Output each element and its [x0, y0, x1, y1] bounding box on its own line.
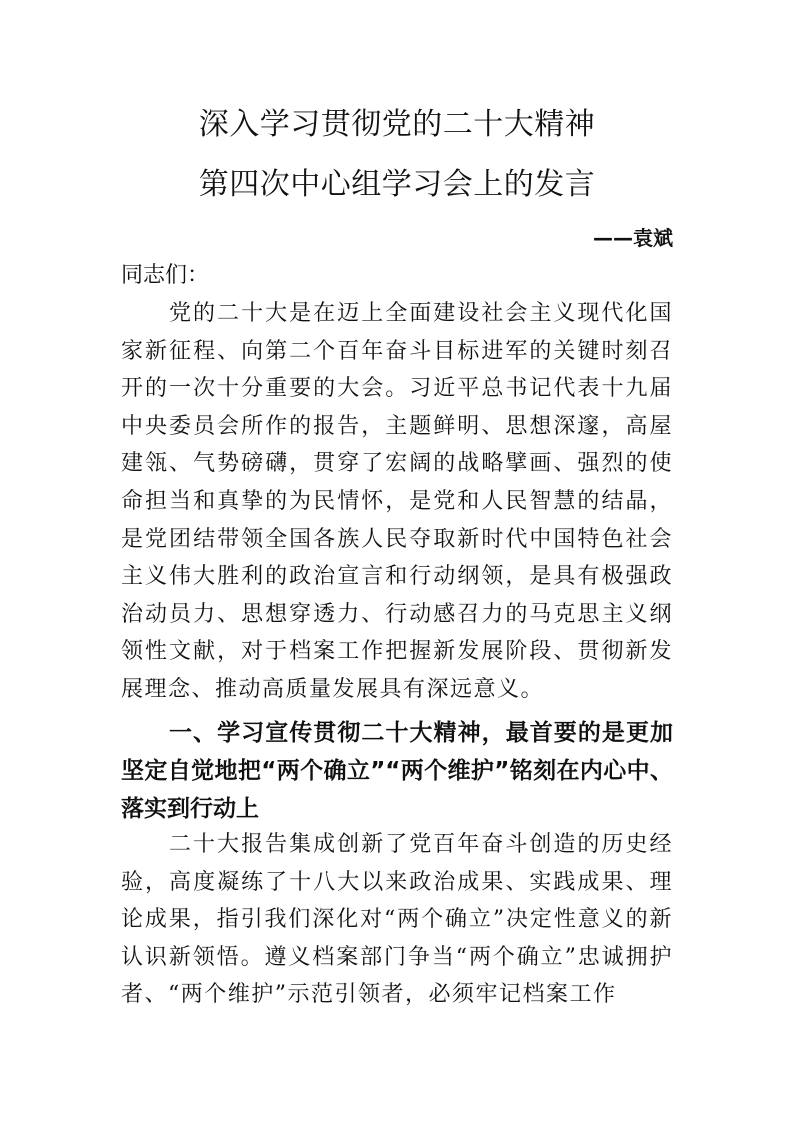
- document-title-line-2: 第四次中心组学习会上的发言: [198, 167, 596, 202]
- document-title-line-1: 深入学习贯彻党的二十大精神: [198, 107, 596, 142]
- section-heading-1: 一、学习宣传贯彻二十大精神，最首要的是更加坚定自觉地把“两个确立”“两个维护”铭刻在内心中、落实到行动上: [121, 720, 673, 822]
- author-signature: ——袁斌: [593, 226, 673, 250]
- body-paragraph-1: 党的二十大是在迈上全面建设社会主义现代化国家新征程、向第二个百年奋斗目标进军的关键时刻召开的一次十分重要的大会。习近平总书记代表十九届中央委员会所作的报告，主题鲜明、思想深邃，高屋建瓴、气势磅礴，贯穿了宏阔的战略擘画、强烈的使命担当和真挚的为民情怀，是党和人民智慧的结晶，是党团结带领全国各族人民夺取新时代中国特色社会主义伟大胜利的政治宣言和行动纲领，是具有极强政治动员力、思想穿透力、行动感召力的马克思主义纲领性文献，对于档案工作把握新发展阶段、贯彻新发展理念、推动高质量发展具有深远意义。: [121, 301, 673, 702]
- greeting: 同志们：: [121, 263, 210, 288]
- body-paragraph-2: 二十大报告集成创新了党百年奋斗创造的历史经验，高度凝练了十八大以来政治成果、实践成果、理论成果，指引我们深化对“两个确立”决定性意义的新认识新领悟。遵义档案部门争当“两个确立”忠诚拥护者、“两个维护”示范引领者，必须牢记档案工作: [121, 832, 673, 1008]
